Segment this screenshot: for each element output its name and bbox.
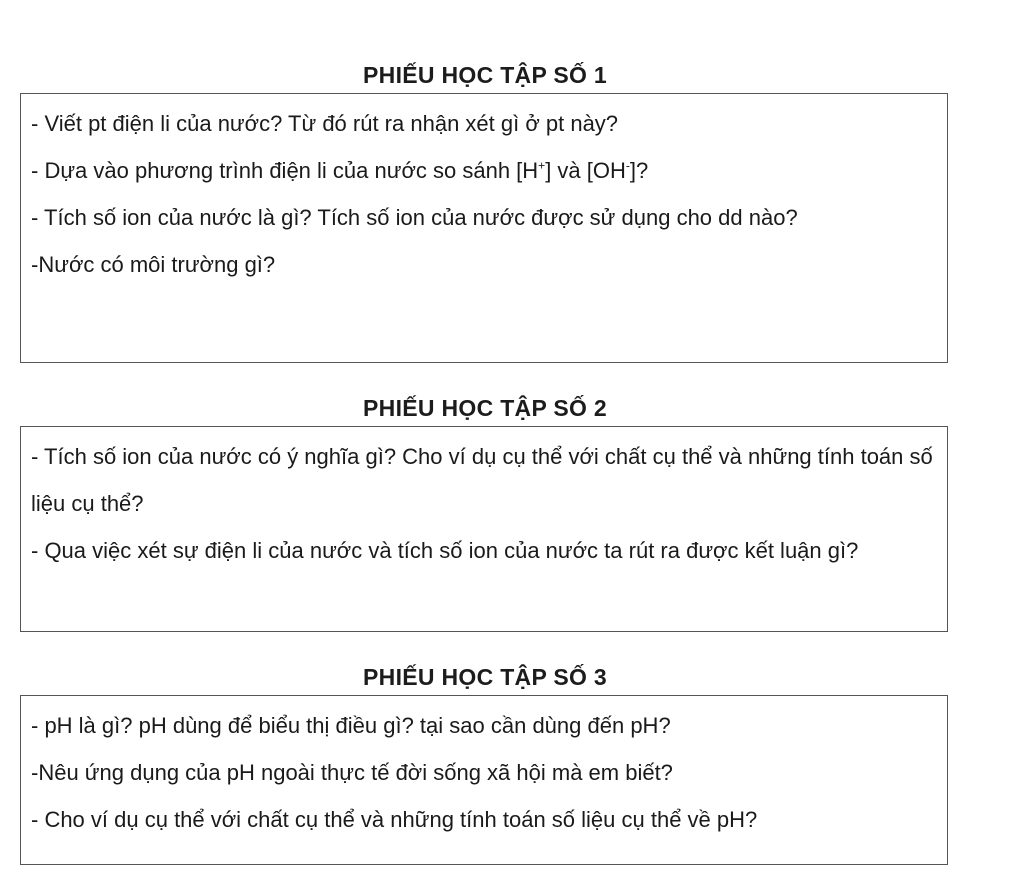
- hydrogen-ion-charge: +: [538, 158, 546, 173]
- sheet-2-box: [20, 426, 948, 632]
- sheet-3-question-2: -Nêu ứng dụng của pH ngoài thực tế đời sống xã hội mà em biết?: [31, 760, 673, 785]
- sheet-1-question-4: -Nước có môi trường gì?: [31, 252, 276, 277]
- hydroxide-ion-charge: -: [625, 158, 630, 173]
- sheet-2-question-2: - Qua việc xét sự điện li của nước và tích số ion của nước ta rút ra được kết luận gì?: [31, 538, 859, 563]
- sheet-2-question-1: - Tích số ion của nước có ý nghĩa gì? Cho ví dụ cụ thể với chất cụ thể và những tính toán số liệu cụ thể?: [31, 444, 933, 516]
- sheet-1-question-2-post: ]?: [629, 158, 649, 183]
- sheet-2-title: PHIẾU HỌC TẬP SỐ 2: [363, 395, 607, 421]
- sheet-1-question-3: - Tích số ion của nước là gì? Tích số ion của nước được sử dụng cho dd nào?: [31, 205, 798, 230]
- sheet-1-title: PHIẾU HỌC TẬP SỐ 1: [363, 62, 607, 88]
- sheet-1-question-2-mid: ] và [OH: [545, 158, 626, 183]
- sheet-3-question-1: - pH là gì? pH dùng để biểu thị điều gì? tại sao cần dùng đến pH?: [31, 713, 671, 738]
- sheet-1-box: [20, 93, 948, 363]
- sheet-3-box: [20, 695, 948, 865]
- sheet-3-title: PHIẾU HỌC TẬP SỐ 3: [363, 664, 607, 690]
- sheet-1-question-2: [31, 147, 937, 194]
- sheet-1-question-1: - Viết pt điện li của nước? Từ đó rút ra nhận xét gì ở pt này?: [31, 111, 619, 136]
- sheet-3-question-3: - Cho ví dụ cụ thể với chất cụ thể và những tính toán số liệu cụ thể về pH?: [31, 807, 758, 832]
- sheet-1-question-2-pre: - Dựa vào phương trình điện li của nước so sánh [H: [31, 158, 539, 183]
